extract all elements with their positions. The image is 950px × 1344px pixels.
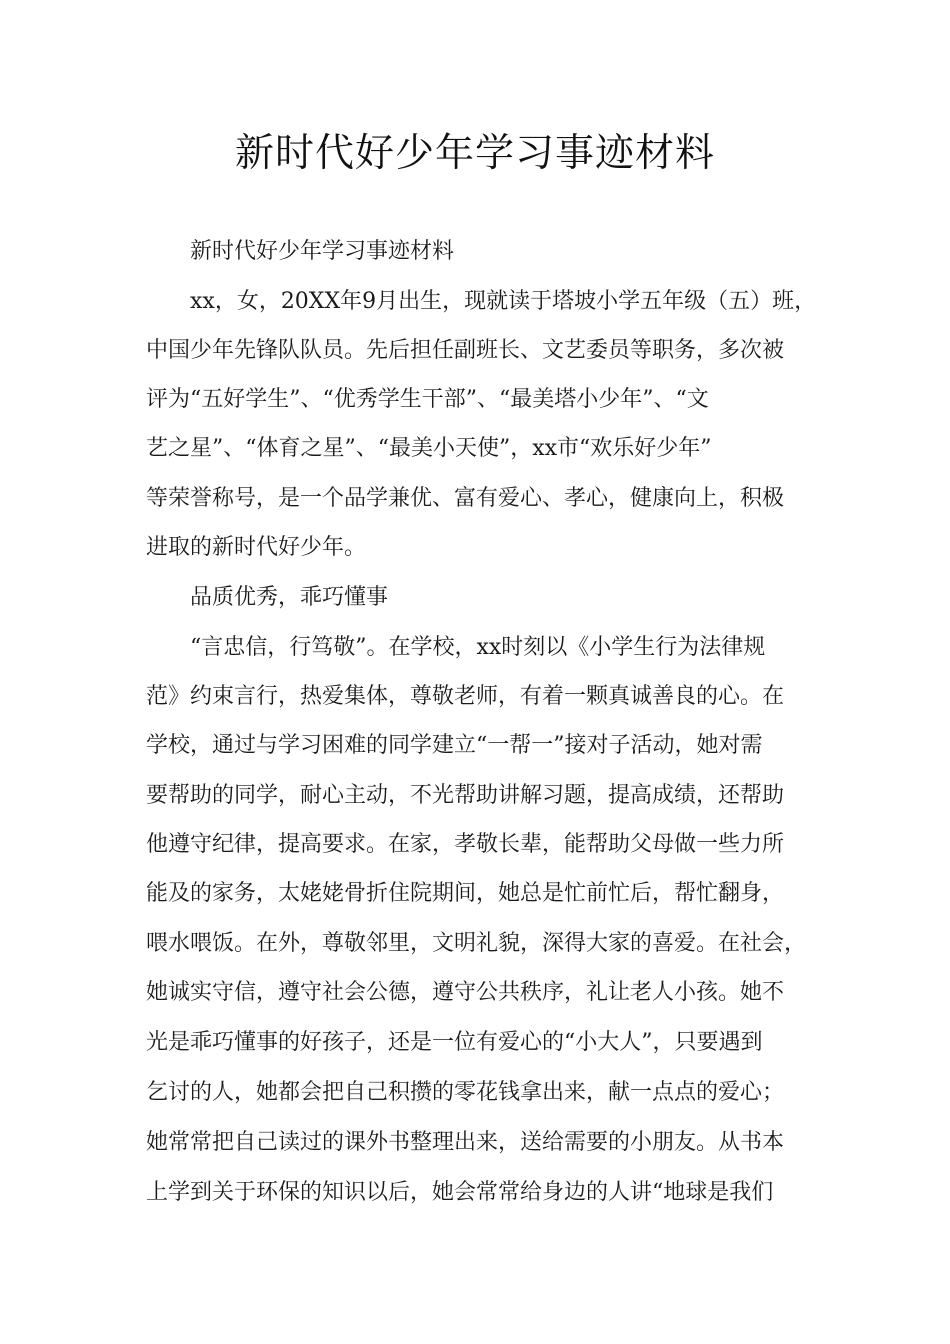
paragraph-line: 范》约束言行，热爱集体，尊敬老师，有着一颗真诚善良的心。在 <box>146 684 785 709</box>
paragraph-line: 光是乖巧懂事的好孩子，还是一位有爱心的“小大人”，只要遇到 <box>146 1030 763 1055</box>
paragraph-line: 能及的家务，太姥姥骨折住院期间，她总是忙前忙后，帮忙翻身， <box>146 881 785 906</box>
paragraph-line: 他遵守纪律，提高要求。在家，孝敬长辈，能帮助父母做一些力所 <box>146 832 785 857</box>
paragraph-line: 艺之星”、“体育之星”、“最美小天使”，xx市“欢乐好少年” <box>146 436 712 461</box>
paragraph-line: 上学到关于环保的知识以后，她会常常给身边的人讲“地球是我们 <box>146 1180 774 1205</box>
paragraph-line: 等荣誉称号，是一个品学兼优、富有爱心、孝心，健康向上，积极 <box>146 486 785 511</box>
paragraph-line: 学校，通过与学习困难的同学建立“一帮一”接对子活动，她对需 <box>146 733 763 758</box>
paragraph-line: 喂水喂饭。在外，尊敬邻里，文明礼貌，深得大家的喜爱。在社会， <box>146 931 807 956</box>
subtitle-line: 新时代好少年学习事迹材料 <box>190 239 455 264</box>
paragraph-line: 要帮助的同学，耐心主动，不光帮助讲解习题，提高成绩，还帮助 <box>146 783 785 808</box>
paragraph-line: 她诚实守信，遵守社会公德，遵守公共秩序，礼让老人小孩。她不 <box>146 980 785 1005</box>
paragraph-line: 评为“五好学生”、“优秀学生干部”、“最美塔小少年”、“文 <box>146 387 709 412</box>
paragraph-line: 进取的新时代好少年。 <box>146 535 367 560</box>
section-heading: 品质优秀，乖巧懂事 <box>190 585 389 610</box>
paragraph-line: “言忠信，行笃敬”。在学校，xx时刻以《小学生行为法律规 <box>190 635 766 660</box>
document-title: 新时代好少年学习事迹材料 <box>234 131 715 176</box>
paragraph-line: 乞讨的人，她都会把自己积攒的零花钱拿出来，献一点点的爱心； <box>146 1080 785 1105</box>
paragraph-line: 她常常把自己读过的课外书整理出来，送给需要的小朋友。从书本 <box>146 1130 785 1155</box>
paragraph-line: xx，女，20XX年9月出生，现就读于塔坡小学五年级（五）班， <box>190 289 817 314</box>
paragraph-line: 中国少年先锋队队员。先后担任副班长、文艺委员等职务，多次被 <box>146 338 785 363</box>
